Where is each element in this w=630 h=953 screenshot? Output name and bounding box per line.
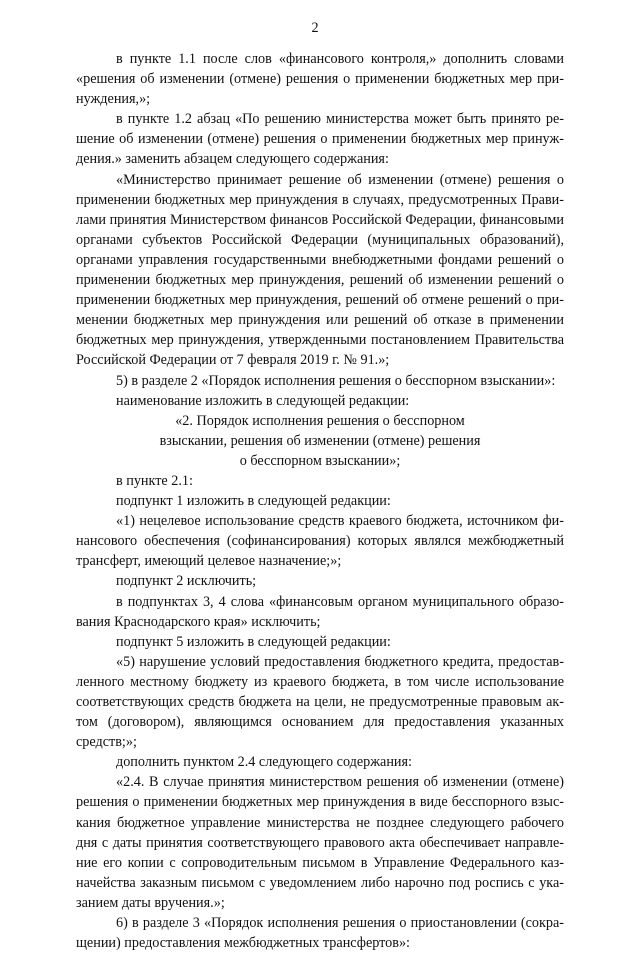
paragraph: «Министерство принимает решение об изменении (отмене) решения о применении бюджетных мер принуждения в случаях, предусмотренных Правилами принятия Министерством финансов Российской Федерации, финансовыми органами субъектов Российской Федерации (муниципальных образований), органами управления государственными внебюджетными фондами решений о применении бюджетных мер принуждения, решений об изменении решений о применении бюджетных мер принуждения, решений об отмене решений о применении бюджетных мер принуждения или решений об отказе в применении бюджетных мер принуждения, утвержденными постановлением Правительства Российской Федерации от 7 февраля 2019 г. № 91.»; [76, 171, 564, 369]
document-body [76, 49, 564, 953]
paragraph: «1) нецелевое использование средств краевого бюджета, источником финансового обеспечения (софинансирования) которых являлся межбюджетный трансферт, имеющий целевое назначение;»; [76, 513, 564, 570]
page-number: 2 [311, 20, 319, 36]
section-heading-line: взыскании, решения об изменении (отмене) решения [159, 432, 481, 449]
paragraph: в подпунктах 3, 4 слова «финансовым органом муниципального образования Краснодарского края» исключить; [76, 593, 564, 630]
paragraph: «5) нарушение условий предоставления бюджетного кредита, предоставленного местному бюджету из краевого бюджета, в том числе использование соответствующих средств бюджета на цели, не предусмотренные правовым актом (договором), являющимся основанием для предоставления указанных средств;»; [76, 653, 564, 751]
paragraph: 5) в разделе 2 «Порядок исполнения решения о бесспорном взыскании»: [116, 372, 556, 389]
section-heading-line: «2. Порядок исполнения решения о бесспорном [175, 412, 465, 429]
paragraph: подпункт 2 исключить; [116, 573, 257, 590]
section-heading-line: о бесспорном взыскании»; [239, 452, 401, 469]
paragraph: в пункте 1.2 абзац «По решению министерства может быть принято решение об изменении (отмене) решения о применении бюджетных мер принуждения.» заменить абзацем следующего содержания: [76, 111, 564, 168]
paragraph: 6) в разделе 3 «Порядок исполнения решения о приостановлении (сокращении) предоставления межбюджетных трансфертов»: [76, 915, 564, 952]
paragraph: в пункте 2.1: [116, 472, 193, 489]
paragraph: в пункте 1.1 после слов «финансового контроля,» дополнить словами «решения об изменении (отмене) решения о применении бюджетных мер принуждения,»; [76, 51, 564, 108]
paragraph: подпункт 5 изложить в следующей редакции: [116, 633, 391, 650]
paragraph: дополнить пунктом 2.4 следующего содержания: [116, 754, 412, 771]
paragraph: подпункт 1 изложить в следующей редакции: [116, 493, 391, 510]
paragraph: наименование изложить в следующей редакции: [116, 392, 410, 409]
paragraph: «2.4. В случае принятия министерством решения об изменении (отмене) решения о применении бюджетных мер принуждения в виде бесспорного взыскания бюджетное управление министерства не позднее следующего рабочего дня с даты принятия соответствующего правового акта обеспечивает направление его копии с сопроводительным письмом в Управление Федерального казначейства заказным письмом с уведомлением либо нарочно под роспись с указанием даты вручения.»; [76, 774, 564, 911]
